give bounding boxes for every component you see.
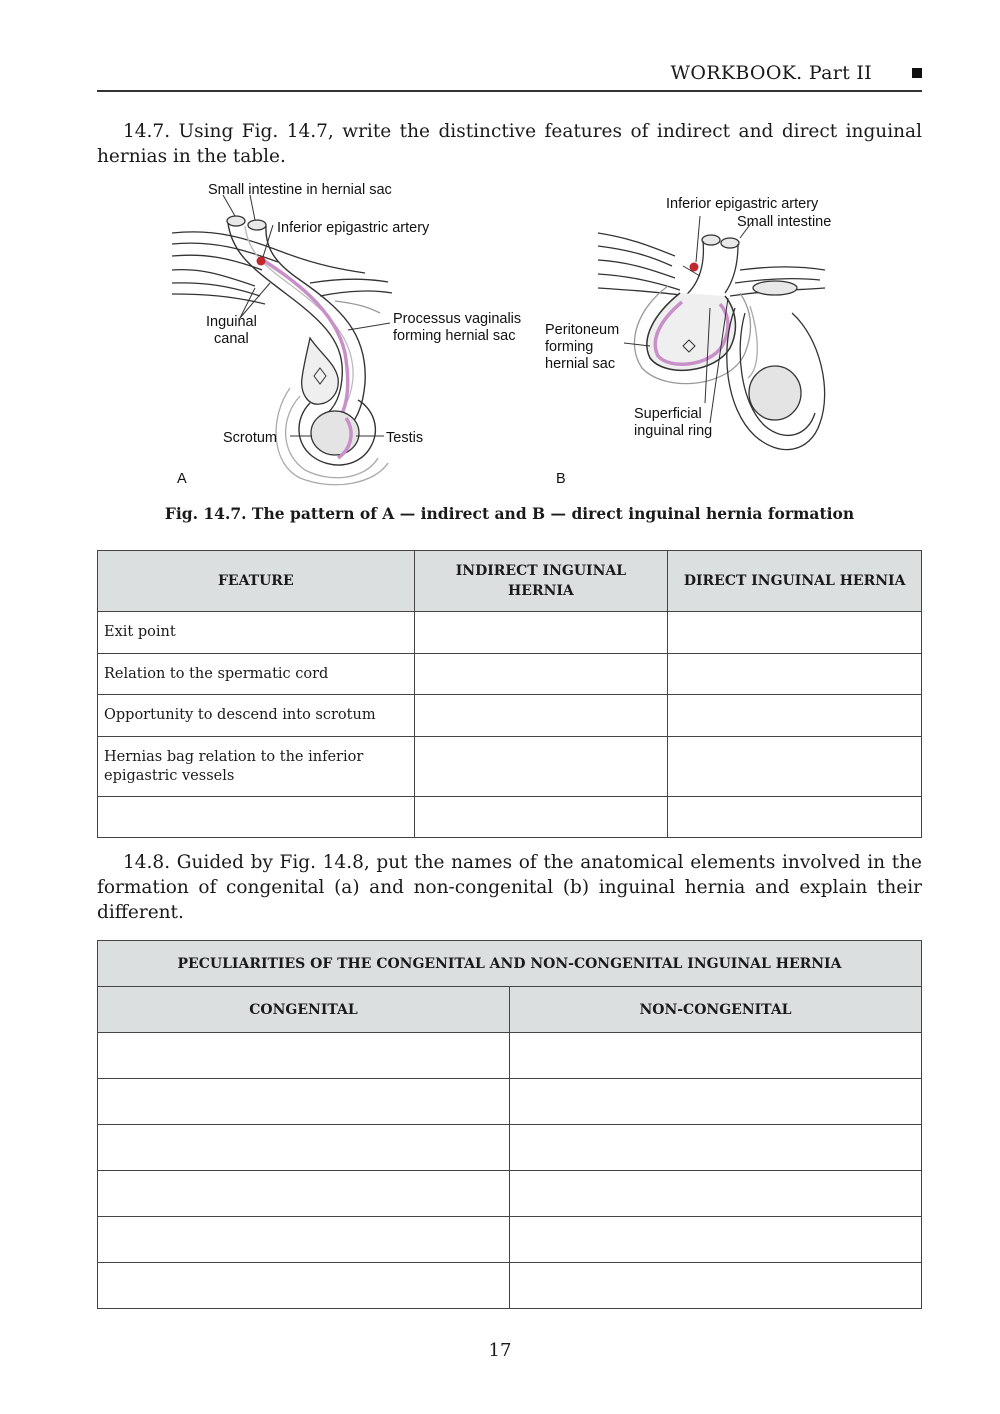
label-b-panel: B <box>556 471 566 487</box>
running-header <box>97 62 922 92</box>
label-b-superficial-2: inguinal ring <box>634 423 713 439</box>
answer-cell[interactable] <box>98 1217 510 1263</box>
page-number: 17 <box>488 1340 512 1361</box>
label-a-panel: A <box>177 471 187 487</box>
feature-cell: Opportunity to descend into scrotum <box>98 695 415 737</box>
peculiarities-table <box>97 940 922 1309</box>
label-a-inferior-epigastric: Inferior epigastric artery <box>277 220 430 236</box>
answer-cell[interactable] <box>414 695 668 737</box>
label-a-processus-2: forming hernial sac <box>393 328 516 344</box>
header-feature: FEATURE <box>98 551 415 612</box>
answer-cell[interactable] <box>668 695 922 737</box>
answer-cell[interactable] <box>668 797 922 838</box>
table-title-row <box>98 941 922 987</box>
answer-cell[interactable] <box>510 1217 922 1263</box>
table-row <box>98 612 922 654</box>
figure-caption: Fig. 14.7. The pattern of A — indirect and B — direct inguinal hernia formation <box>164 504 855 523</box>
table-row <box>98 695 922 737</box>
header-square-icon <box>912 68 922 78</box>
answer-cell[interactable] <box>98 1263 510 1309</box>
label-a-testis: Testis <box>386 430 424 446</box>
answer-cell[interactable] <box>414 797 668 838</box>
header-indirect: INDIRECT INGUINAL HERNIA <box>414 551 668 612</box>
table-row <box>98 654 922 695</box>
table-row <box>98 1125 922 1171</box>
panel-a-drawing <box>172 195 392 485</box>
answer-cell[interactable] <box>668 654 922 695</box>
answer-cell[interactable] <box>510 1263 922 1309</box>
figure-14-7 <box>160 178 850 493</box>
table-title: PECULIARITIES OF THE CONGENITAL AND NON-CONGENITAL INGUINAL HERNIA <box>98 941 922 987</box>
table-header-row <box>98 551 922 612</box>
feature-cell: Relation to the spermatic cord <box>98 654 415 695</box>
table-header-row <box>98 987 922 1033</box>
answer-cell[interactable] <box>668 737 922 797</box>
answer-cell[interactable] <box>510 1033 922 1079</box>
table-row <box>98 1171 922 1217</box>
exercise-14-8-text: 14.8. Guided by Fig. 14.8, put the names of the anatomical elements involved in the formation of congenital (a) and non-congenital (b) inguinal hernia and explain their different. <box>97 852 922 923</box>
answer-cell[interactable] <box>510 1171 922 1217</box>
label-b-peritoneum-2: forming <box>545 339 594 355</box>
feature-cell: Hernias bag relation to the inferior epigastric vessels <box>98 737 415 797</box>
header-congenital: CONGENITAL <box>98 987 510 1033</box>
table-row <box>98 797 922 838</box>
exercise-14-7-text: 14.7. Using Fig. 14.7, write the distinctive features of indirect and direct inguinal hernias in the table. <box>97 121 922 167</box>
answer-cell[interactable] <box>668 612 922 654</box>
label-b-superficial-1: Superficial <box>634 406 702 422</box>
answer-cell[interactable] <box>510 1079 922 1125</box>
answer-cell[interactable] <box>98 1033 510 1079</box>
answer-cell[interactable] <box>414 654 668 695</box>
answer-cell[interactable] <box>98 1171 510 1217</box>
label-b-peritoneum-1: Peritoneum <box>545 322 620 338</box>
label-a-processus-1: Processus vaginalis <box>393 311 522 327</box>
answer-cell[interactable] <box>98 1079 510 1125</box>
answer-cell[interactable] <box>414 737 668 797</box>
feature-cell: Exit point <box>98 612 415 654</box>
label-b-inferior-epigastric: Inferior epigastric artery <box>666 196 819 212</box>
answer-cell[interactable] <box>510 1125 922 1171</box>
feature-cell[interactable] <box>98 797 415 838</box>
table-row <box>98 1263 922 1309</box>
header-non-congenital: NON-CONGENITAL <box>510 987 922 1033</box>
label-a-scrotum: Scrotum <box>223 430 277 446</box>
hernia-illustration <box>160 178 850 493</box>
table-row <box>98 1033 922 1079</box>
label-a-inguinal-canal-1: Inguinal <box>206 314 257 330</box>
panel-b-drawing <box>598 216 825 450</box>
header-direct: DIRECT INGUINAL HERNIA <box>668 551 922 612</box>
answer-cell[interactable] <box>414 612 668 654</box>
header-title: WORKBOOK. Part II <box>670 62 872 84</box>
label-a-inguinal-canal-2: canal <box>214 331 249 347</box>
label-b-peritoneum-3: hernial sac <box>545 356 616 372</box>
hernia-features-table <box>97 550 922 838</box>
table-row <box>98 737 922 797</box>
answer-cell[interactable] <box>98 1125 510 1171</box>
label-b-small-intestine: Small intestine <box>737 214 832 230</box>
label-a-small-intestine: Small intestine in hernial sac <box>208 182 392 198</box>
table-row <box>98 1217 922 1263</box>
table-row <box>98 1079 922 1125</box>
